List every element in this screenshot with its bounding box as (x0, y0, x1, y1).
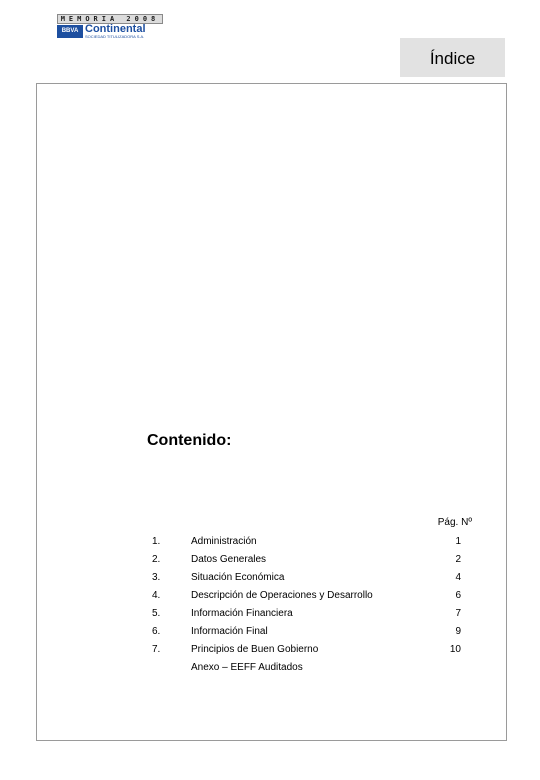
toc-page: 9 (455, 626, 461, 637)
toc-title: Situación Económica (191, 572, 285, 583)
toc-title: Descripción de Operaciones y Desarrollo (191, 590, 373, 601)
toc-page: 6 (455, 590, 461, 601)
toc-page: 2 (455, 554, 461, 565)
toc-number: 2. (152, 554, 161, 565)
page-number-header: Pág. Nº (437, 517, 472, 528)
toc-title: Principios de Buen Gobierno (191, 644, 319, 655)
toc-number: 5. (152, 608, 161, 619)
toc-number: 1. (152, 536, 161, 547)
toc-row (0, 625, 540, 639)
toc-number: 3. (152, 572, 161, 583)
toc-row (0, 553, 540, 567)
toc-page: 10 (449, 644, 461, 655)
toc-page: 4 (455, 572, 461, 583)
toc-row (0, 571, 540, 585)
toc-title: Administración (191, 536, 257, 547)
toc-page: 7 (455, 608, 461, 619)
toc-page: 1 (455, 536, 461, 547)
toc-row (0, 661, 540, 675)
toc-title: Información Final (191, 626, 268, 637)
logo-bbva-badge: BBVA (57, 25, 83, 38)
toc-row (0, 607, 540, 621)
toc-title: Información Financiera (191, 608, 293, 619)
toc-row (0, 589, 540, 603)
toc-number: 7. (152, 644, 161, 655)
section-title: Índice (400, 38, 505, 77)
logo-brand-name: Continental (85, 23, 146, 35)
toc-number: 4. (152, 590, 161, 601)
toc-title: Datos Generales (191, 554, 267, 565)
logo-brand-block (57, 25, 163, 39)
logo-memoria-label: MEMORIA 2008 (57, 14, 163, 24)
toc-row (0, 643, 540, 657)
toc-row (0, 535, 540, 549)
contents-heading: Contenido: (147, 432, 232, 449)
toc-title: Anexo – EEFF Auditados (191, 662, 303, 673)
toc-number: 6. (152, 626, 161, 637)
logo-brand-subtitle: SOCIEDAD TITULIZADORA S.A. (85, 34, 145, 39)
company-logo (57, 14, 163, 38)
